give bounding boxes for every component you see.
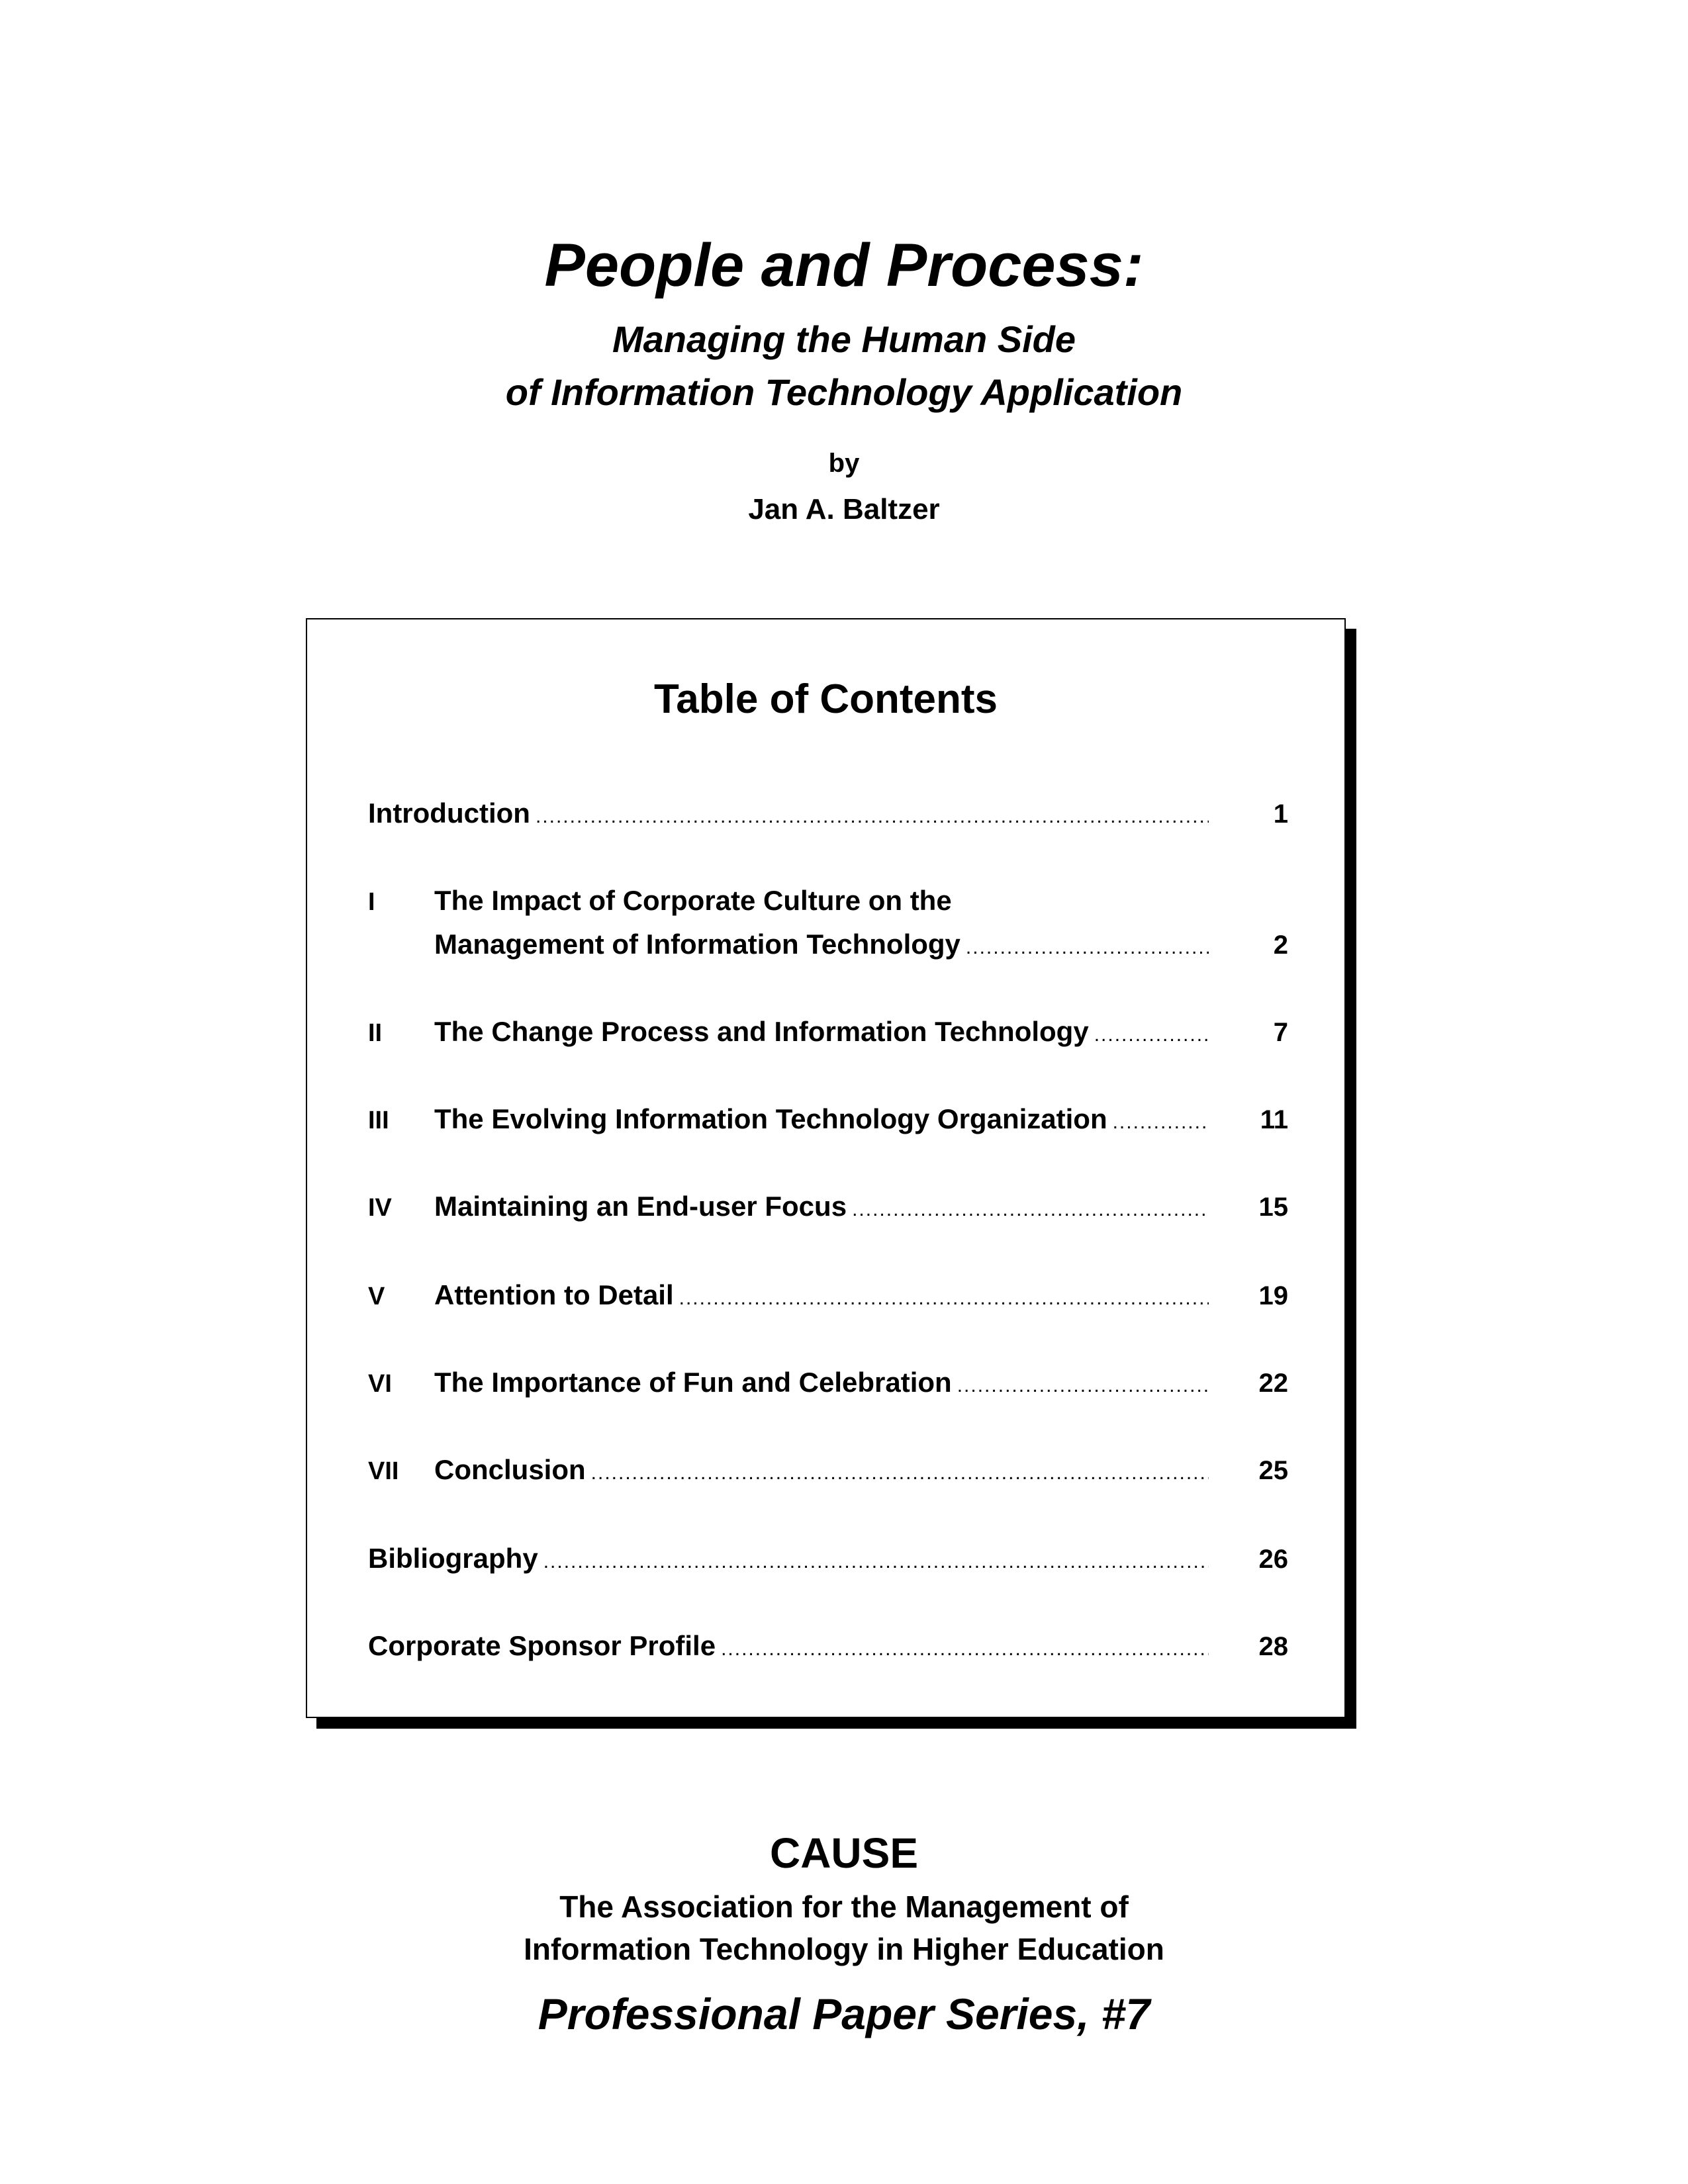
organization-description-line1: The Association for the Management of [559, 1889, 1129, 1924]
toc-entry-page: 7 [1273, 1018, 1288, 1047]
toc-entry-label: The Importance of Fun and Celebration [434, 1367, 952, 1398]
toc-entry-page: 11 [1260, 1105, 1288, 1134]
toc-box [306, 618, 1346, 1718]
toc-entry-page: 25 [1258, 1456, 1288, 1485]
toc-leader-dots [543, 1540, 1209, 1584]
toc-entry-chapter-7[interactable] [368, 1448, 1288, 1492]
toc-leader-dots [591, 1451, 1209, 1495]
toc-entry-page: 28 [1258, 1632, 1288, 1661]
toc-entry-chapter-3[interactable] [368, 1097, 1288, 1141]
toc-entry-page: 22 [1258, 1369, 1288, 1398]
toc-entry-number: V [368, 1283, 385, 1310]
toc-entry-label: Introduction [368, 797, 530, 829]
toc-leader-dots [1094, 1013, 1209, 1057]
toc-entry-label: The Evolving Information Technology Organization [434, 1103, 1107, 1134]
toc-heading: Table of Contents [654, 676, 998, 722]
toc-entry-label: Conclusion [434, 1454, 586, 1485]
document-subtitle-line1: Managing the Human Side [612, 318, 1076, 360]
toc-entry-page: 2 [1273, 931, 1288, 960]
toc-entry-label: Maintaining an End-user Focus [434, 1191, 847, 1222]
author-name: Jan A. Baltzer [748, 493, 940, 525]
toc-entry-label-line1: The Impact of Corporate Culture on the [434, 885, 952, 916]
toc-leader-dots [721, 1627, 1209, 1671]
toc-entry-number: VI [368, 1370, 392, 1398]
toc-leader-dots [852, 1188, 1209, 1232]
toc-entry-number: I [368, 888, 375, 916]
toc-entry-number: III [368, 1107, 389, 1134]
toc-entry-number: IV [368, 1194, 392, 1222]
byline-by: by [828, 449, 860, 478]
toc-entry-label: Attention to Detail [434, 1279, 674, 1310]
toc-leader-dots [966, 926, 1209, 970]
toc-entry-corporate-sponsor-profile[interactable] [368, 1624, 1288, 1668]
toc-entry-page: 1 [1273, 799, 1288, 829]
toc-entry-label: Management of Information Technology [434, 929, 961, 960]
toc-entry-chapter-4[interactable] [368, 1185, 1288, 1228]
toc-leader-dots [679, 1277, 1209, 1320]
toc-entry-number: II [368, 1019, 383, 1047]
organization-name: CAUSE [769, 1829, 919, 1877]
toc-entry-label: Bibliography [368, 1543, 538, 1574]
toc-entry-introduction[interactable] [368, 792, 1288, 835]
toc-entry-number: VII [368, 1457, 399, 1485]
toc-entry-chapter-1[interactable] [368, 879, 1288, 966]
toc-entry-chapter-2[interactable] [368, 1010, 1288, 1054]
toc-entry-page: 26 [1258, 1545, 1288, 1574]
toc-entry-page: 19 [1258, 1281, 1288, 1310]
document-subtitle-line2: of Information Technology Application [505, 371, 1183, 413]
document-title: People and Process: [544, 232, 1144, 299]
toc-leader-dots [1113, 1101, 1209, 1144]
toc-entry-bibliography[interactable] [368, 1537, 1288, 1580]
toc-entry-chapter-6[interactable] [368, 1361, 1288, 1404]
toc-leader-dots [957, 1364, 1209, 1408]
toc-entry-label: The Change Process and Information Technology [434, 1016, 1089, 1047]
series-title: Professional Paper Series, #7 [538, 1989, 1150, 2038]
toc-entry-label: Corporate Sponsor Profile [368, 1630, 716, 1661]
toc-entry-chapter-5[interactable] [368, 1273, 1288, 1317]
toc-leader-dots [536, 795, 1209, 839]
organization-description-line2: Information Technology in Higher Education [524, 1932, 1164, 1966]
toc-entry-page: 15 [1258, 1193, 1288, 1222]
